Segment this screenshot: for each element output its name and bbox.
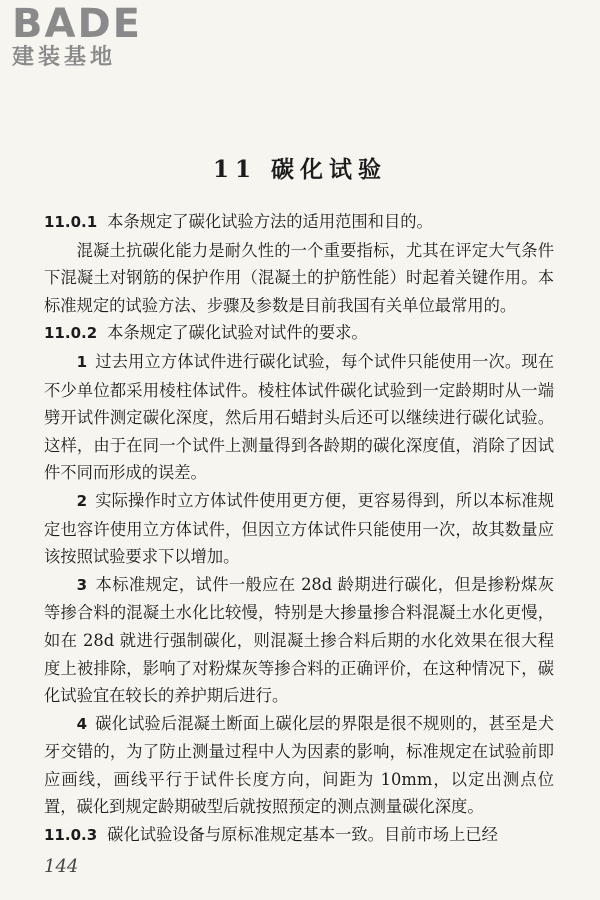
item-number: 4 xyxy=(76,714,88,733)
logo-wordmark: BADE xyxy=(12,1,142,47)
chapter-title xyxy=(0,151,600,184)
paragraph-text: 混凝土抗碳化能力是耐久性的一个重要指标，尤其在评定大气条件下混凝土对钢筋的保护作用（混凝土的护筋性能）时起着关键作用。本标准规定的试验方法、步骤及参数是目前我国有关单位最常用的。 xyxy=(44,240,554,315)
body-paragraph xyxy=(44,487,554,571)
clause-paragraph xyxy=(44,208,554,237)
chapter-title-text: 碳化试验 xyxy=(271,156,387,183)
paragraph-text: 实际操作时立方体试件使用更方便，更容易得到，所以本标准规定也容许使用立方体试件，但因立方体试件只能使用一次，故其数量应该按照试验要求下以增加。 xyxy=(44,490,554,567)
clause-paragraph xyxy=(44,821,554,850)
paragraph-text: 碳化试验设备与原标准规定基本一致。目前市场上已经 xyxy=(107,825,498,845)
body-paragraph xyxy=(44,348,554,487)
body-paragraph xyxy=(44,710,554,821)
logo-subtitle: 建装基地 xyxy=(12,45,117,70)
item-number: 1 xyxy=(76,352,88,371)
chapter-number: 11 xyxy=(212,156,257,183)
paragraph-text: 本条规定了碳化试验对试件的要求。 xyxy=(107,323,368,343)
page-number: 144 xyxy=(44,856,79,877)
body-paragraph xyxy=(44,571,554,710)
item-number: 2 xyxy=(76,491,88,510)
paragraph-text: 本标准规定，试件一般应在 28d 龄期进行碳化，但是掺粉煤灰等掺合料的混凝土水化比较慢，特别是大掺量掺合料混凝土水化更慢，如在 28d 就进行强制碳化，则混凝土掺合料后期的水化效果在很大程度上被排除，影响了对粉煤灰等掺合料的正确评价，在这种情况下，碳化试验宜在较长的养护期后进行。 xyxy=(44,574,554,706)
paragraph-text: 本条规定了碳化试验方法的适用范围和目的。 xyxy=(107,212,433,231)
clause-paragraph xyxy=(44,319,554,348)
clause-number: 11.0.1 xyxy=(44,213,98,231)
item-number: 3 xyxy=(76,575,88,594)
paragraph-text: 碳化试验后混凝土断面上碳化层的界限是很不规则的，甚至是犬牙交错的，为了防止测量过程中人为因素的影响，标准规定在试验前即应画线，画线平行于试件长度方向，间距为 10mm，以定出测点位置，碳化到规定龄期破型后就按照预定的测点测量碳化深度。 xyxy=(44,713,554,817)
paragraph-text: 过去用立方体试件进行碳化试验，每个试件只能使用一次。现在不少单位都采用棱柱体试件。棱柱体试件碳化试验到一定龄期时从一端劈开试件测定碳化深度，然后用石蜡封头后还可以继续进行碳化试验。这样，由于在同一个试件上测量得到各龄期的碳化深度值，消除了因试件不同而形成的误差。 xyxy=(44,351,554,483)
clause-number: 11.0.2 xyxy=(44,324,98,343)
body-paragraph xyxy=(44,237,554,320)
page-body xyxy=(44,208,554,850)
clause-number: 11.0.3 xyxy=(44,826,98,845)
logo xyxy=(12,1,192,72)
